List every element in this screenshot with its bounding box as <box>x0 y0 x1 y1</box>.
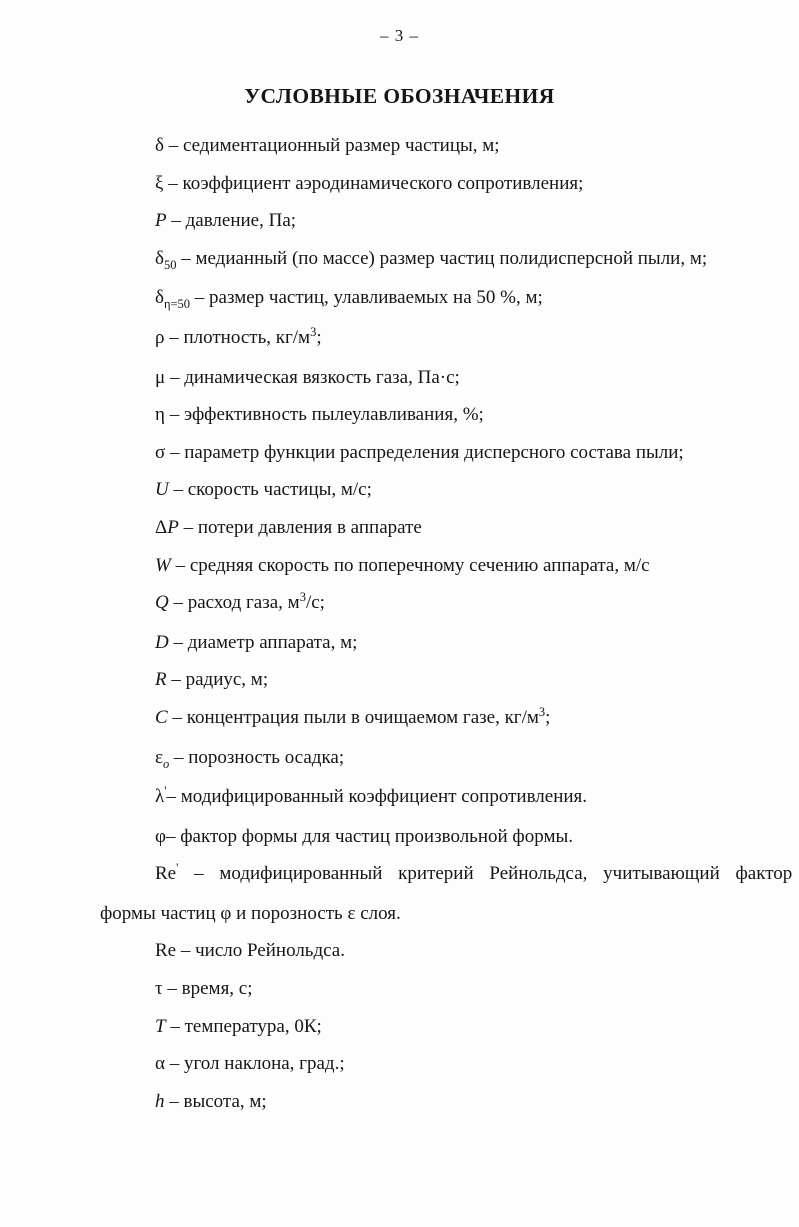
symbol-text: R <box>155 669 167 691</box>
definition-item <box>100 202 752 240</box>
definition-text: – коэффициент аэродинамического сопротивления; <box>163 172 584 194</box>
definition-text: – расход газа, м <box>168 592 300 614</box>
superscript-text: ' <box>176 861 179 876</box>
definition-item <box>100 319 752 359</box>
definition-item <box>100 240 752 280</box>
symbol-text: δ <box>155 287 164 309</box>
definition-text: /с; <box>305 592 325 614</box>
definition-text: – время, с; <box>162 978 253 1000</box>
definition-item <box>100 970 752 1008</box>
symbol-text: U <box>155 479 169 501</box>
symbol-text: P <box>167 516 179 538</box>
symbol-text: P <box>155 210 167 232</box>
page-title: УСЛОВНЫЕ ОБОЗНАЧЕНИЯ <box>244 84 555 108</box>
symbol-subscript: 50 <box>163 257 177 272</box>
definition-text: – температура, 0К; <box>165 1015 322 1037</box>
superscript-text: 3 <box>538 704 546 719</box>
symbol-text: δ <box>155 247 164 269</box>
definition-text: – скорость частицы, м/с; <box>168 479 372 501</box>
definition-item <box>100 359 752 397</box>
symbol-text: α <box>155 1053 165 1075</box>
symbol-text: τ <box>155 978 163 1000</box>
definition-text: – радиус, м; <box>166 669 269 691</box>
definition-text: – седиментационный размер частицы, м; <box>163 135 500 156</box>
definition-text: – средняя скорость по поперечному сечению аппарата, м/с <box>170 554 650 576</box>
definition-item <box>100 1045 752 1083</box>
definition-item <box>100 127 752 165</box>
definition-item <box>100 932 752 970</box>
definition-item <box>100 661 752 699</box>
definition-text: ; <box>316 326 322 348</box>
superscript-text: ' <box>164 784 167 799</box>
symbol-text: Q <box>155 592 169 614</box>
definition-item <box>100 279 752 319</box>
definition-text: Re – число Рейнольдса. <box>155 940 345 962</box>
definition-text: – фактор формы для частиц произвольной формы. <box>165 825 573 847</box>
definition-item <box>100 509 752 547</box>
definition-item <box>100 818 752 856</box>
definition-text: – диаметр аппарата, м; <box>168 631 358 653</box>
definition-text: ; <box>545 706 551 728</box>
symbol-text: C <box>155 706 168 728</box>
definition-item <box>100 895 752 933</box>
definition-text: – эффективность пылеулавливания, %; <box>164 404 484 426</box>
definition-text: – модифицированный критерий Рейнольдса, учитывающий фактор <box>178 863 793 885</box>
symbol-text: η <box>155 404 165 426</box>
symbol-text: μ <box>155 366 166 388</box>
symbol-text: ε <box>155 746 163 768</box>
definition-text: – размер частиц, улавливаемых на 50 %, м; <box>190 287 543 309</box>
definition-item <box>100 739 752 779</box>
symbol-text: ξ <box>155 172 164 194</box>
definition-text: – медианный (по массе) размер частиц полидисперсной пыли, м; <box>176 247 708 269</box>
definition-item <box>100 165 752 203</box>
symbol-text: h <box>155 1090 165 1112</box>
definition-text: Re <box>155 863 177 885</box>
symbol-text: W <box>155 554 171 576</box>
definition-item <box>100 624 752 662</box>
symbol-text: φ <box>155 825 166 847</box>
definition-text: – модифицированный коэффициент сопротивления. <box>166 786 588 808</box>
definition-text: – параметр функции распределения дисперсного состава пыли; <box>165 441 684 463</box>
superscript-text: 3 <box>310 324 317 339</box>
symbol-text: σ <box>155 441 166 463</box>
definition-item <box>100 434 752 472</box>
symbol-text: T <box>155 1015 166 1037</box>
definition-item <box>100 855 793 895</box>
definition-text: – концентрация пыли в очищаемом газе, кг/м <box>167 706 539 728</box>
symbol-text: D <box>155 631 169 653</box>
page-number: – 3 – <box>380 26 419 45</box>
superscript-text: 3 <box>299 590 306 605</box>
definition-item <box>100 699 752 739</box>
symbol-text: λ <box>155 786 165 808</box>
definition-text: – плотность, кг/м <box>164 326 311 348</box>
definition-text: – порозность осадка; <box>169 746 345 768</box>
symbol-text: Δ <box>155 516 168 538</box>
definition-text: – высота, м; <box>164 1090 267 1112</box>
definition-text: – угол наклона, град.; <box>164 1053 345 1075</box>
definition-text: формы частиц φ и порозность ε слоя. <box>100 902 401 924</box>
definition-text: – динамическая вязкость газа, Па·с; <box>165 366 460 388</box>
definition-item <box>100 1008 752 1046</box>
definition-item <box>100 547 752 585</box>
definitions-list <box>100 127 793 1120</box>
symbol-text: δ <box>155 135 164 156</box>
definition-item <box>100 584 752 624</box>
definition-item <box>100 1083 752 1121</box>
definition-text: – потери давления в аппарате <box>178 516 422 538</box>
definition-item <box>100 471 752 509</box>
symbol-subscript: η=50 <box>163 297 191 312</box>
definition-item <box>100 778 752 818</box>
definition-text: – давление, Па; <box>166 210 297 232</box>
definition-item <box>100 396 752 434</box>
symbol-text: ρ <box>155 326 165 348</box>
symbol-subscript: o <box>162 756 170 771</box>
